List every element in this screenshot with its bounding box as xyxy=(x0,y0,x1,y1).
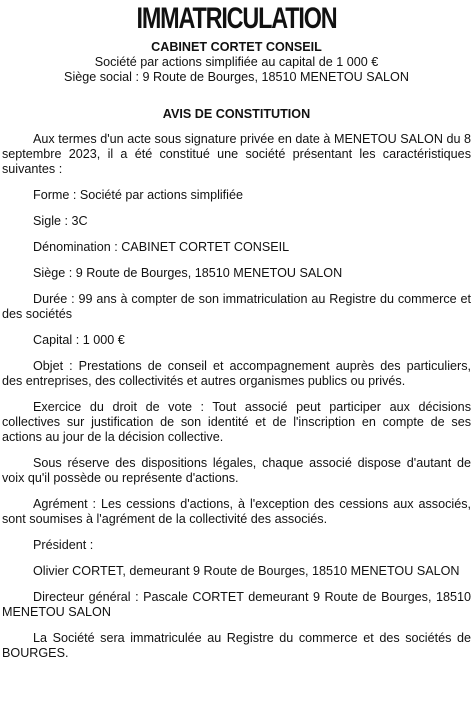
notice-title: AVIS DE CONSTITUTION xyxy=(162,107,311,121)
company-header xyxy=(2,40,471,85)
paragraph-denomination: Dénomination : CABINET CORTET CONSEIL xyxy=(33,240,290,254)
paragraph-objet: Objet : Prestations de conseil et accompagnement auprès des particuliers, des entreprises, des collectivités et autres organismes publics ou privés. xyxy=(2,359,471,388)
paragraph-president-label: Président : xyxy=(33,538,94,552)
paragraph-forme: Forme : Société par actions simplifiée xyxy=(33,188,243,202)
paragraph-sigle: Sigle : 3C xyxy=(33,214,88,228)
page-title: IMMATRICULATION xyxy=(136,2,337,35)
paragraph-voix: Sous réserve des dispositions légales, chaque associé dispose d'autant de voix qu'il possède ou représente d'actions. xyxy=(2,456,471,485)
paragraph-siege: Siège : 9 Route de Bourges, 18510 MENETOU SALON xyxy=(33,266,343,280)
paragraph-capital: Capital : 1 000 € xyxy=(33,333,125,347)
company-capital: Société par actions simplifiée au capital de 1 000 € xyxy=(94,55,379,69)
paragraph-droit-de-vote: Exercice du droit de vote : Tout associé peut participer aux décisions collectives sur justification de son identité et de l'inscription en compte de ses actions au jour de la décision collective. xyxy=(2,400,471,444)
company-name: CABINET CORTET CONSEIL xyxy=(151,40,322,54)
paragraph-directeur-general: Directeur général : Pascale CORTET demeurant 9 Route de Bourges, 18510 MENETOU SALON xyxy=(2,590,471,619)
paragraph-president: Olivier CORTET, demeurant 9 Route de Bourges, 18510 MENETOU SALON xyxy=(33,564,460,578)
paragraph-immatriculation: La Société sera immatriculée au Registre du commerce et des sociétés de BOURGES. xyxy=(2,631,471,660)
paragraph-duree: Durée : 99 ans à compter de son immatriculation au Registre du commerce et des sociétés xyxy=(2,292,471,321)
paragraph-agrement: Agrément : Les cessions d'actions, à l'exception des cessions aux associés, sont soumises à l'agrément de la collectivité des associés. xyxy=(2,497,471,526)
company-siege: Siège social : 9 Route de Bourges, 18510 MENETOU SALON xyxy=(64,70,409,84)
paragraph-intro: Aux termes d'un acte sous signature privée en date à MENETOU SALON du 8 septembre 2023, il a été constitué une société présentant les caractéristiques suivantes : xyxy=(2,132,471,176)
notice-body xyxy=(2,132,471,661)
